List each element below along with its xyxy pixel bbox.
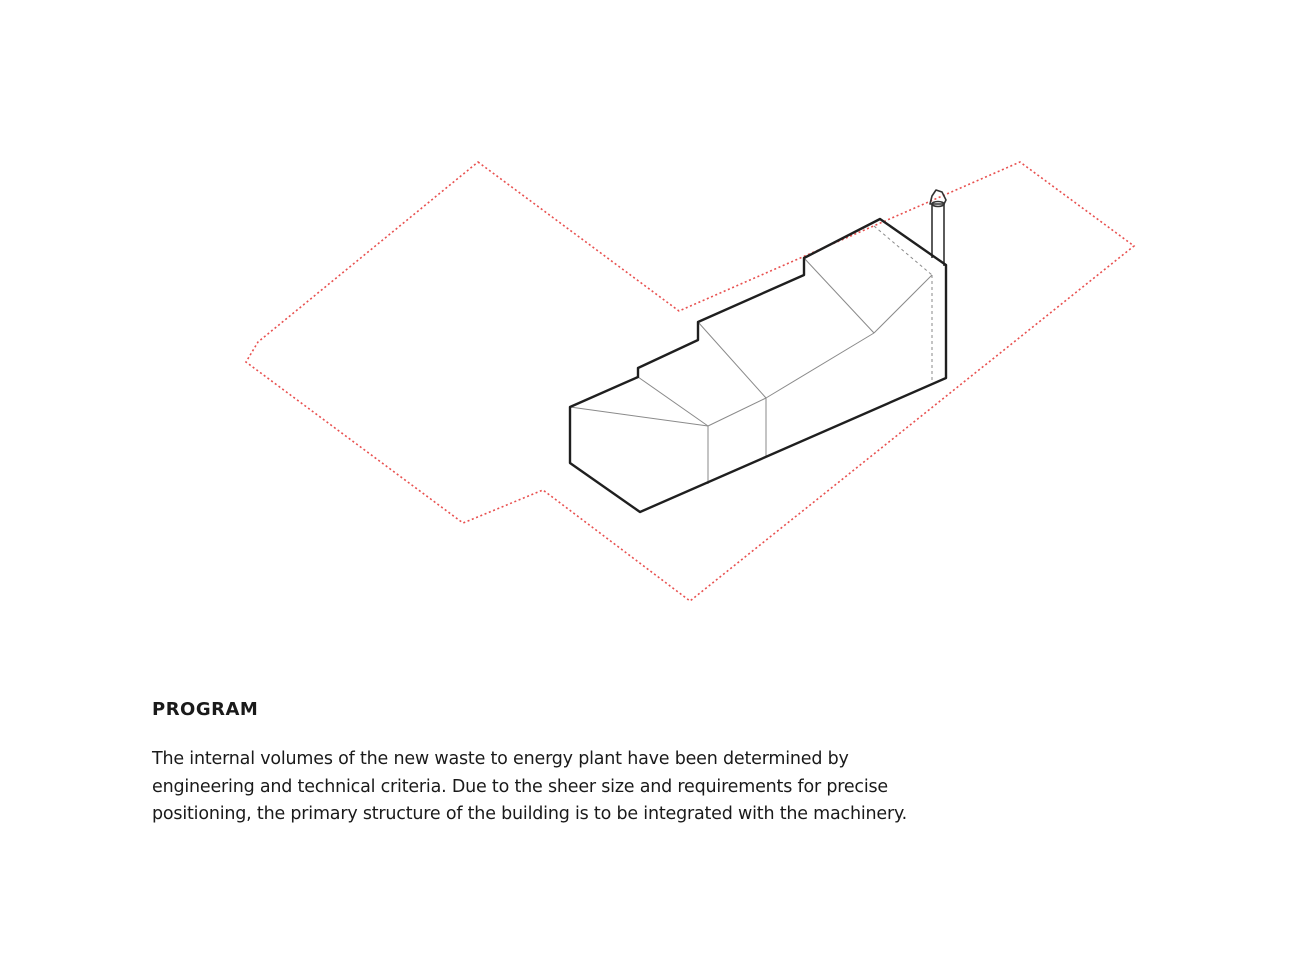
building-step-edges xyxy=(638,219,880,377)
section-body: The internal volumes of the new waste to energy plant have been determined by engineering and technical criteria. Due to the sheer size and requirements for precise positioning, the primary structure of the building is to be integrated with the machinery. xyxy=(152,749,907,824)
building-silhouette xyxy=(570,219,946,512)
site-boundary-outline xyxy=(246,162,1134,601)
program-text-block xyxy=(152,696,932,829)
section-heading: PROGRAM xyxy=(152,699,259,720)
